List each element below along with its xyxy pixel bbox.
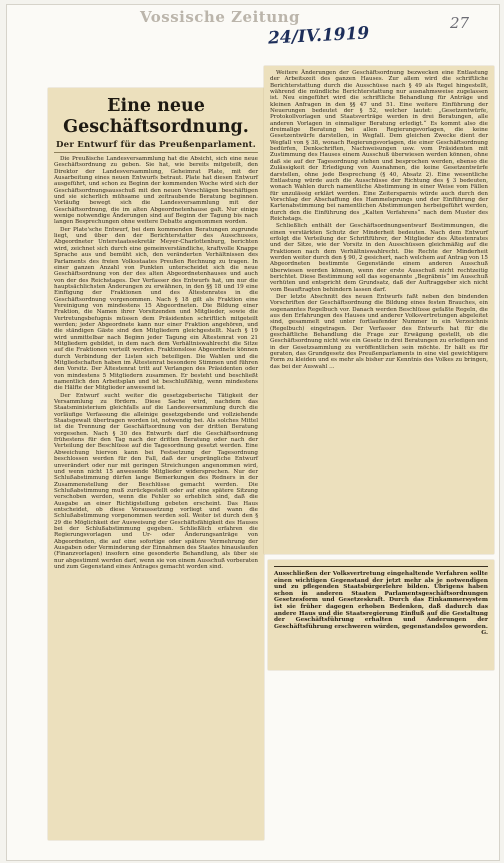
article-paragraph: Der letzte Abschnitt des neuen Entwurfs faßt neben den bindenden Vorschriften der Geschäftsordnung die Bildung eines festen Brauches, ein sogenanntes Regelbuch vor. Danach werden Beschlüsse gefaßte Regeln, die aus den Erfahrungen des Hauses und anderer Volksvertretungen abgeleitet sind, gesammelt und unter fortlaufender Nummer in ein Verzeichnis (Regelbuch) eingetragen. Der Verfasser des Entwurfs hat für die geschäftliche Behandlung die Frage zur Erwägung gestellt, ob die Geschäftsordnung nicht wie ein Gesetz in drei Beratungen zu erledigen und in der Gesetzsammlung zu veröffentlichen sein möchte. Er hält es für geraten, das Grundgesetz des Preußenparlaments in eine viel gewichtigere Form zu kleiden und es mehr als bisher zur Kenntnis des Volkes zu bringen, das bei der Auswahl ... [270, 294, 488, 370]
newspaper-masthead: Vossische Zeitung [139, 8, 301, 26]
continuation-paragraph [274, 569, 488, 637]
column-rule [274, 566, 488, 567]
article-clipping-right-column [264, 66, 494, 554]
article-paragraph: Die Preußische Landesversammlung hat die Absicht, sich eine neue Geschäftsordnung zu geben. Sie hat, wie bereits mitgeteilt, den Direktor der Landesversammlung, Geheimrat Plate, mit der Ausarbeitung eines neuen Entwurfs betraut. Plate hat diesen Entwurf ausgeführt, und schon zu Beginn der kommenden Woche wird sich der Geschäftsordnungsausschuß mit den neuen Vorschlägen beschäftigen und sie sicherlich mühsame und zeitraubende Beratung beginnen. Vorläufig bewegt sich die Landesversammlung mit der Geschäftsordnung, die im alten Abgeordnetenhause galt. Nur einige wenige notwendige Änderungen sind auf Beginn der Tagung bis nach langen Besprechungen ohne weitere Debatte angenommen worden. [54, 156, 258, 226]
author-signoff: G. [481, 630, 488, 637]
article-headline: Eine neue Geschäftsordnung. [63, 96, 249, 137]
article-clipping-continuation [268, 560, 494, 670]
article-paragraph: Schließlich enthält der Geschäftsordnungsentwurf Bestimmungen, die einen verstärkten Schutz der Minderheit bedeuten. Nach dem Entwurf erfolgt die Verteilung der Schriftführer, der Mitglieder des Ältestenrates und der Sitze, wie der Vorsitz in den Ausschüssen gleichmäßig auf die Fraktionen nach dem Verhältniswahlrecht. Die Rechte der Minderheit werden weiter durch den § 90, 2 gesichert, nach welchem auf Antrag von 15 Abgeordneten bestimmte Gegenstände einem anderen Ausschuß überwiesen werden können, wenn der erste Ausschuß nicht rechtzeitig berichtet. Diese Bestimmung soll das sogenannte „Begräbnis“ im Ausschuß verhüten und entspricht dem Grundsatz, daß der Auftraggeber sich nicht vom Beauftragten behindern lassen darf. [270, 223, 488, 293]
handwritten-page-number: 27 [450, 14, 470, 32]
continuation-text: Ausschließen der Volksvertretung eingehaltende Verfahren sollte einen wichtigen Gegenstand der jetzt mehr als je notwendigen und zu pflegenden Staatsbürgerlehre bilden. Übrigens haben schon in anderen Staaten Parlamentsgeschäftsordnungen Gesetzesform und Gesetzeskraft. Durch das Einkammersystem ist sie früher dagegen erhoben Bedenken, daß dadurch das andere Haus und die Staatsregierung Einfluß auf die Gestaltung der Geschäftsführung erhalten und Änderungen der Geschäftsführung erschweren würden, gegenstandslos geworden. [274, 571, 488, 630]
article-paragraph: Der Plate'sche Entwurf, bei dem kommenden Beratungen zugrunde liegt, und über den der Berichterstatter des Ausschusses, Abgeordneter Unterstaatssekretär Meyer-Charlottenburg, berichten wird, zeichnet sich durch eine gemeinverständliche, kraftvolle Knappe Sprache aus und bemüht sich, den veränderten Verhältnissen des Parlaments des freien Volksstaates Preußen Rechnung zu tragen. In einer ganzen Anzahl von Punkten unterscheidet sich die neue Geschäftsordnung von der des alten Abgeordnetenhauses und auch von der des Reichstages. Der Verfasser des Entwurfs hat, um nur die hauptsächlichsten Änderungen zu erwähnen, in den §§ 18 und 19 eine Einfügung der Fraktionen und des Ältestenrates in die Geschäftsordnung vorgenommen. Nach § 18 gilt als Fraktion eine Vereinigung von mindestens 15 Abgeordneten. Die Bildung einer Fraktion, die Namen ihrer Vorsitzenden und Mitglieder, sowie die Vertretungsbefugnis müssen dem Präsidenten schriftlich mitgeteilt werden; jeder Abgeordnete kann nur einer Fraktion angehören, und die ständigen Gäste sind den Mitgliedern gleichgestellt. Nach § 19 wird unmittelbar nach Beginn jeder Tagung ein Ältestenrat von 21 Mitgliedern gebildet, in dem nach dem Verhältniswahlrecht die Sitze auf die Fraktionen verteilt werden. Fraktionslose Abgeordnete können durch Verbindung der Listen sich beteiligen. Die Wahlen und die Mitgliedschaften haben im Ältestenrat besondere Stimmen und führen den Vorsitz. Der Ältestenrat tritt auf Verlangen des Präsidenten oder von mindestens 5 Mitgliedern zusammen. Er besteht und beschließt namentlich den Arbeitsplan und ist beschlußfähig, wenn mindestens die Hälfte der Mitglieder anwesend ist. [54, 226, 258, 392]
article-clipping-left-column [48, 88, 264, 840]
article-paragraph: Der Entwurf sucht weiter die gesetzgeberische Tätigkeit der Versammlung zu fördern. Diese Sache wird, nachdem das Staatsministerium gleichfalls auf die Landesversammlung durch die vorläufige Verfassung die alleinige gesetzgebende und vollziehende Staatsgewalt übertragen worden ist, notwendig bei. Als solches Mittel ist die Trennung der Geschäftsordnung von der dritten Beratung vorgesehen. Nach § 30 des Entwurfs darf die Geschäftsordnung frühestens für den Tag nach der dritten Beratung oder nach der Verteilung der Beschlüsse auf die Tagesordnung gesetzt werden. Eine Abweichung hiervon kann bei Festsetzung der Tagesordnung beschlossen werden für den Fall, daß der ursprüngliche Entwurf unverändert oder nur mit geringen Streichungen angenommen wird, und wenn nicht 15 anwesende Mitglieder widersprechen. Nur der Schlußabstimmung dürfen lange Bemerkungen des Redners in der Zusammenstellung der Beschlüsse gemacht werden. Die Schlußabstimmung muß zurückgestellt oder auf eine spätere Sitzung verschoben werden, wenn die Fehler so erheblich sind, daß die Ausgabe an einer Richtigstellung gebeten erscheint. Das Haus entscheidet, ob diese Voraussetzung vorliegt und wann die Schlußabstimmung vorgenommen werden soll. Weiter ist durch den § 29 die Möglichkeit der Ausweisung der Geschäftsfähigkeit des Hauses bei der Schlußabstimmung gegeben. Schließlich erfahren die Regierungsvorlagen und Ur- oder Änderungsanträge von Abgeordneten, die auf eine sofortige oder spätere Vermehrung der Ausgaben oder Verminderung der Einnahmen des Staates hinauslaufen (Finanzvorlagen) insofern eine gesonderte Behandlung, als über sie nur abgestimmt werden darf, wenn sie von einem Ausschuß vorberaten und zum Gegenstand eines Antrages gemacht worden sind. [54, 392, 258, 570]
handwritten-date: 24/IV.1919 [267, 23, 370, 49]
article-paragraph: Weitere Änderungen der Geschäftsordnung bezwecken eine Entlastung der Arbeitszeit des ganzen Hauses. Zur allem wird die schriftliche Berichterstattung durch die Ausschüsse nach § 49 als Regel hingestellt, während die mündliche Berichterstattung nur ausnahmsweise zugelassen ist. Neu eingeführt wird die schriftliche Behandlung für Anträge und kleinen Anfragen in den §§ 47 und 51. Eine weitere Einführung der Neuerungen bedeutet der § 52, welcher lautet: „Gesetzentwürfe, Protokollvorlagen und Staatsverträge werden in drei Beratungen, alle anderen Vorlagen in einmaliger Beratung erledigt.“ Es kommt also die dreimalige Beratung bei allen Regierungsvorlagen, die keine Gesetzentwürfe darstellen, in Wegfall. Dem gleichen Zwecke dient der Wegfall von § 38, wonach Regierungsvorlagen, die einer Geschäftsordnung bedürfen, Denkschriften, Nachweisungen usw. vom Präsidenten mit Zustimmung des Hauses einem Ausschuß überwiesen werden können, ohne daß sie auf der Tagesordnung stehen und besprochen werden, ebenso die Zulässigkeit der Erledigung von Ausnahmen, die keine Gesetzentwürfe darstellen, ohne jede Besprechung (§ 40, Absatz 2). Eine wesentliche Entlastung würde auch die Ausschüsse der Richtung des § 3 bedeuten, wonach Wahlen durch namentliche Abstimmung in einer Weise vom Fällen für unzulässig erklärt werden. Eine Zeitersparnis würde auch durch den Vorschlag der Abschaffung des Hammelsprungs und der Einführung der Kartenabstimmung bei namentlichen Abstimmungen herbeigeführt werden, durch den die Einführung des „Kalten Verfahrens“ nach dem Muster des Reichstags. [270, 70, 488, 222]
article-subhead: Der Entwurf für das Preußenparlament. [54, 140, 258, 153]
